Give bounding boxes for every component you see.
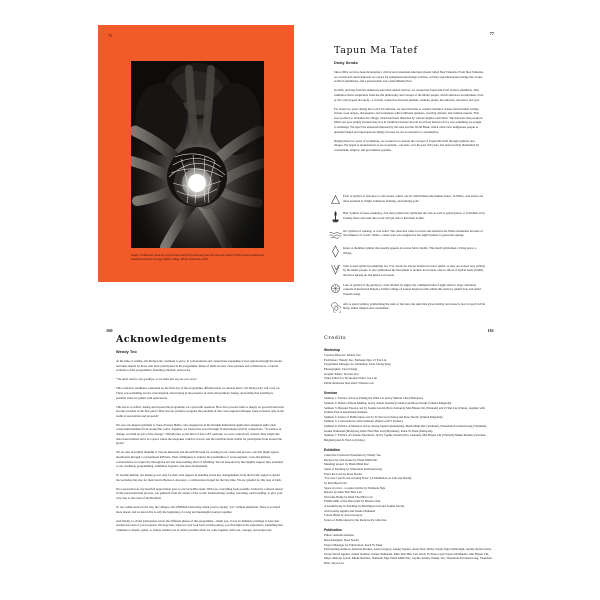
credit-line: Seminar 1: Politics of Food, Plating the Wild 4.0, led by Marian Chin (Malaysia). <box>324 396 424 401</box>
paragraph: Since 2004, we have been developing a critical and contextual education model called Skol Tamolok. From Skol Tamolok, we conceived Lakoat.Kujawas as a space for indigenous knowledge archives, actively reproducing knowledge into books, archival exhibitions, and a gastronomic tour called Mnahat Fe'u. <box>334 70 484 84</box>
credit-line: Reborn by Khin Thet Htar Lati <box>324 490 362 495</box>
page-161 <box>306 322 502 584</box>
group-heading: Workshop <box>324 348 341 352</box>
credit-line: Participating Authors: Amanda Arianna, Arton Gregory, Anang Saputra, Anna Noel, Dicky Senda, Inge Schinvingh, Jeremy Andorovitch, Jerzey David Aguilar, Jennie Seddick, Jeanne Nathaniel, Khin Thet Htar Lati, Kuck Yi Xuan, Lynn Sayers McMurtrie, Mai Huyen Chi, Meya, Melody Lynch, Mieke Renders, Nathanie Ngu, Pham Minh Duc, Sophie Jerram, Wendy Teo, Wisteslada Pavitsernwong, Yuanchen Dian, Ziyan Liu. <box>324 547 492 565</box>
credit-line: Editor: Amanda Arianna <box>324 533 354 538</box>
credits-group-workshop <box>324 348 492 386</box>
paragraph: For about two years during the Covid-19 outbreak, we used this time to conduct intensive classes that included writing fiction, food recipes, discussions, and workshops with traditional speakers, weaving artisans, and cultural experts. This was an effort to revitalise the village, which had been impacted by various stigmas and labels. The narrative that people in Mollo are poor simply because they live in traditional houses and eat local food instead of rice was something we sought to challenge. We reject the standards imposed by the state and the World Bank, which often view indigenous people as underprivileged and unprosperous simply because we are not modern or consumptive. <box>334 106 483 134</box>
glossary-text: Fatu: A symbol of faut/anoj or clan stones, which can be called hitutes like human bones'. In Mollo, clan stones are often narrated as 'bright, luminous, flaming, and burning gold.' <box>343 194 484 203</box>
ritual-night-photograph <box>131 61 264 248</box>
glossary-text: Lole: A symbol of the garden (a circle divided by eight), the communal land of eight amaf or large customary councils in Kefetoran Netpala, Taiftob village of Lakoat.Kujawas falls within this territory (Amaf Toto and Amaf Tanesib rules). <box>343 282 481 296</box>
glossary-text: Kuan: A rhombus symbol that usually appears in woven fabric motifs. This motif symbolises a living space, a village. <box>343 246 477 255</box>
glossary-entry <box>328 228 486 241</box>
glossary-text: Hau: Symbol of trees, haukanoj, clan trees; plants that symbolise the clan as well as penuti (taboo or forbidden acts). Usually those who hurt this wood will get sick or hurt their bodies. <box>343 211 486 220</box>
credits-group-exhibition <box>324 448 492 523</box>
paragraph: To our collaborators in the city, the villages, and UNIMAS University, thank you for saying “yes” without hesitation. There is so much more ahead, and we know this is only the beginning of a long and meaningful journey together. <box>116 505 281 514</box>
paragraph: And finally, to all the participants across the different phases of this programme—thank you. It was an immense privilege to have met and known each of you in person. We hope that, wherever you look back on this journey, you find light in the experience, something that continues to inspire, guide, or simply remind you of what's possible when we come together with care, courage, and reciprocity. <box>116 518 283 533</box>
photo-caption: Image: Traditional ritual are performed to ask for the blessing from the ancestors and Uis Pah through healing the matahani and feet of a pig, Taiftob village, Mollo, Indonesia, 2020. <box>131 253 265 262</box>
page-title: Tapun Ma Tatef <box>334 45 418 56</box>
acknowledgements-body <box>116 334 284 537</box>
paragraph: We owe our deepest gratitude to Vuosa Europe Hafira, who engaged us in the Nordisk Kulturfond application alongside eight other consortium members from around the world. Together, we formed the Good Enough Transformation (GET) connections. “To believe in change, we must be part of the change.” With Borneo as the third of four GET outlooks, we were collectively curious: How might this Asia-based testbed serve as a space where the unspoken could be voiced, and the invisible made visible for participants from around the globe? <box>116 422 282 446</box>
glossary-text: Afu: A spiral symbol, symbolising the ruler of the land, the spirit that gives fertility and protects food crops (Uis Pah Nitu). When religion and colonialism <box>343 301 485 311</box>
credit-line: Seminar 4: Union of Publications, led by Zi Yan Liu (China) and Rose Nordic (United Kingdom). <box>324 414 444 419</box>
credit-line: Space in a box - a sound archive by Nathanie Ngu <box>324 485 386 490</box>
credit-line: Book Designer: Rose Nordic <box>324 537 360 542</box>
credit-line: Facilitators: Wendy Teo, Nathanie Ngu, Zi Yan Liu <box>324 357 387 362</box>
credit-line: Seminar 6: Politics of Material, led by Anang Saputra (Indonesia), Pham Minh Duc (Vietnam), Wisteslada Pavitsernwong (Thailand), Jeanne Nathaniel (Malaysia), Khin Thet Htar Lati (Myanmar), Kuck Yi Xuan (Malaysia). <box>324 424 487 433</box>
paragraph: During these two years of workshops, we worked to re-narrate the concept of Tapun Ma Tatef through symbols and images. We began to understand it as an ecosystem—one that, over the past 100 years, has been forcibly dismantled by colonialism, religion, and government systems. <box>334 138 480 152</box>
credit-line: Creative Director: Wendy Teo <box>324 353 361 358</box>
divided-circle-icon <box>328 282 343 295</box>
glossary-entry <box>328 210 486 223</box>
page-77 <box>306 25 502 311</box>
credit-line: Seminar 5: Conversations with Culturans (Mexico GET Partner). <box>324 419 404 424</box>
credit-line: Seminar 3: Disaster Theatre, led by Sophie Jerram (New Zealand), Mai Huyen Chi (Vietnam) and Zi Yan Liu (China), together with Unimas FACA department students. <box>324 405 485 415</box>
paragraph: This collective sentiment, expressed on the final day of the programme, affirmed what we already knew: On Reciprocity will carry on. There was something sacred, even magical, about being in the presence of such extraordinary beings, and feeling that anything is possible when we gather with open hearts. <box>116 386 280 400</box>
water-waves-icon <box>328 228 343 241</box>
credit-line: Spirit of Kuching by Wisteslada Pavitsernwong <box>324 467 382 472</box>
article-body <box>334 45 484 157</box>
tree-pedestal-icon <box>328 210 343 223</box>
page-76-orange <box>98 25 294 282</box>
photograph-artwork <box>131 61 264 248</box>
credit-line: Welcome Home by Khin Thet Htar Lati <box>324 494 373 499</box>
page-title: Acknowledgements <box>116 334 227 345</box>
paragraph: To Goethe-Institut, our thanks go not only for their vital support in enabling seven key changemakers from the Pacific region to attend the workshop but also for their trust in Borneo Laboratory, a collaboration forged for the first time. We are grateful for this leap of faith. <box>116 473 282 482</box>
credit-line: Paper the Cave by Rose Nordic <box>324 471 363 476</box>
glossary-text: Oe: Symbol of oekanoj, or clan water. The clans that came in waves and settled in the Mollo mountains because of the influence of 'water'. Mollo, a sister who was assigned by her eight brothers to guard the springs. <box>343 228 483 238</box>
folio-160: 160 <box>106 328 113 333</box>
credit-line: Photographer: Jared Chang <box>324 367 358 372</box>
paragraph: At the time of writing, On Reciprocity continues to grow, in conversations and connections expanding across regions through the stories and ideas shared by those who have participated in the programme. Many of them are now close partners and collaborators, a natural evolution of the programme's founding principle: reciprocity. <box>116 359 283 373</box>
folio-77: 77 <box>489 31 494 36</box>
credit-line: Mending project by Pham Minh Duc <box>324 462 369 467</box>
credits-body <box>324 348 492 571</box>
glossary-entry <box>328 282 486 297</box>
credit-line: Collective Curatorial Statement by Wendy Teo <box>324 453 381 458</box>
pull-quote: “We don't want to say goodbye, or we shall just say see you soon.” <box>116 377 198 382</box>
folio-76: 76 <box>108 33 113 38</box>
credit-line: Public Relations Specialist: Winona Law <box>324 380 374 385</box>
credit-line: Union of Publications by the Reciprocity collective <box>324 517 387 522</box>
credit-line: FOOD ARK of the Discarded by Marian Chin <box>324 499 381 504</box>
folio-161: 161 <box>487 328 494 333</box>
page-title: Credits <box>324 335 347 341</box>
credit-line: Reciprocity with nature by Pham Minh Duc <box>324 457 378 462</box>
acknowledgements-byline: Wendy Teo <box>116 350 137 354</box>
rhombus-icon <box>328 245 343 258</box>
group-heading: Publication <box>324 528 342 533</box>
credit-line: A beautiful day in Kuching by Mai Huyen Chi and Sophie Jerram <box>324 504 405 509</box>
credits-group-publication <box>324 528 492 566</box>
paragraph: In 2022, drawing from the numerous narratives shared with us, we created the Tapun Ma Tatef archive exhibition. This exhibition draws inspiration from the life philosophy and concept of the Mollo people, which embraces an unbroken circle or life cycle (tapun ma tatef)—a circular connection between humans, animals, plants, the universe, ancestors, and god. <box>334 88 484 102</box>
page-160 <box>98 322 294 584</box>
triangle-icon <box>328 193 343 206</box>
glossary-entry <box>328 245 486 258</box>
credit-line: Seminar 7: Politics of Climate Narratives, led by Sophie Jerram (New Zealand), Mai Huyen Chi (Vietnam) Mieke Renders (Sweden, Belgium) and Zi Yan Liu (China) <box>324 433 486 442</box>
glossary-entry <box>328 263 486 278</box>
glossary-entry <box>328 193 486 206</box>
credit-line: with Jeremy Aguilar and Jennie Nathaniel <box>324 508 376 513</box>
paragraph: On a personal note, my heartfelt appreciation goes to our incredible team. With you, everything feels possible. United by a shared retreat in this unconventional process, you gathered from all corners of the world, brainstorming, testing, executing, and travelling, to give your very best to the Land of the Hornbill. <box>116 486 283 501</box>
credit-line: by Mai Huyen Chi <box>324 480 347 485</box>
double-v-seed-icon <box>328 263 343 276</box>
glossary-text: Vini: A seed symbol (resembling two V's). Seeds are always believed to have spirits, so they are treated very politely by the Mollo people. It also symbolises the movement to archive local seeds, and is critical of hybrid seeds (GMO) that have sprung up and killed local seeds. <box>343 263 486 277</box>
credit-line: Project Manager for Publication: Kuck Yi Xuan <box>324 542 383 547</box>
paragraph: This led us to reflect, during and beyond the programme, on a powerful question: How did a process built so deeply on goodwill and trust become possible in the first place? How did our partners recognise the potential of this cross-regional dialogue when it existed only in the realm of speculation and proposal? <box>116 404 284 418</box>
group-heading: Exhibition <box>324 448 340 452</box>
spread-bottom <box>0 300 600 600</box>
credit-line: Video Editor for Promotion Video: Jen Loh <box>324 376 377 381</box>
credit-line: Graphic Editor: Stewart Ooi <box>324 371 359 376</box>
credit-line: Seminar 2: Ritual of Book Making, led by Jennie Seddick (Canada) and Rose Nordic (United Kingdom). <box>324 400 452 405</box>
credits-group-seminar <box>324 391 492 442</box>
credit-line: “For now I just focus on being Nasa” (A Meditation on Life and Death) <box>324 476 412 481</box>
credit-line: Colour Blind by Arton Gregory <box>324 513 363 518</box>
paragraph: We are also incredibly thankful to Vuosan Research and the ArtFAb team for trusting in our vision and process, one that might appear unorthodox through a conventional KPI lens. Their willingness to explore the possibilities of cross-regional, cross-disciplinary conversations on reciprocity through the arts has been nothing short of affirming. We are honoured by the tangible support they extended to our workshop programming, exhibition logistics, and asset development. <box>116 450 283 469</box>
group-heading: Seminar <box>324 391 338 396</box>
credit-line: Programme Manager for Workshop: Tuan Chong Seng <box>324 362 391 367</box>
article-byline: Dicky Senda <box>334 61 358 65</box>
